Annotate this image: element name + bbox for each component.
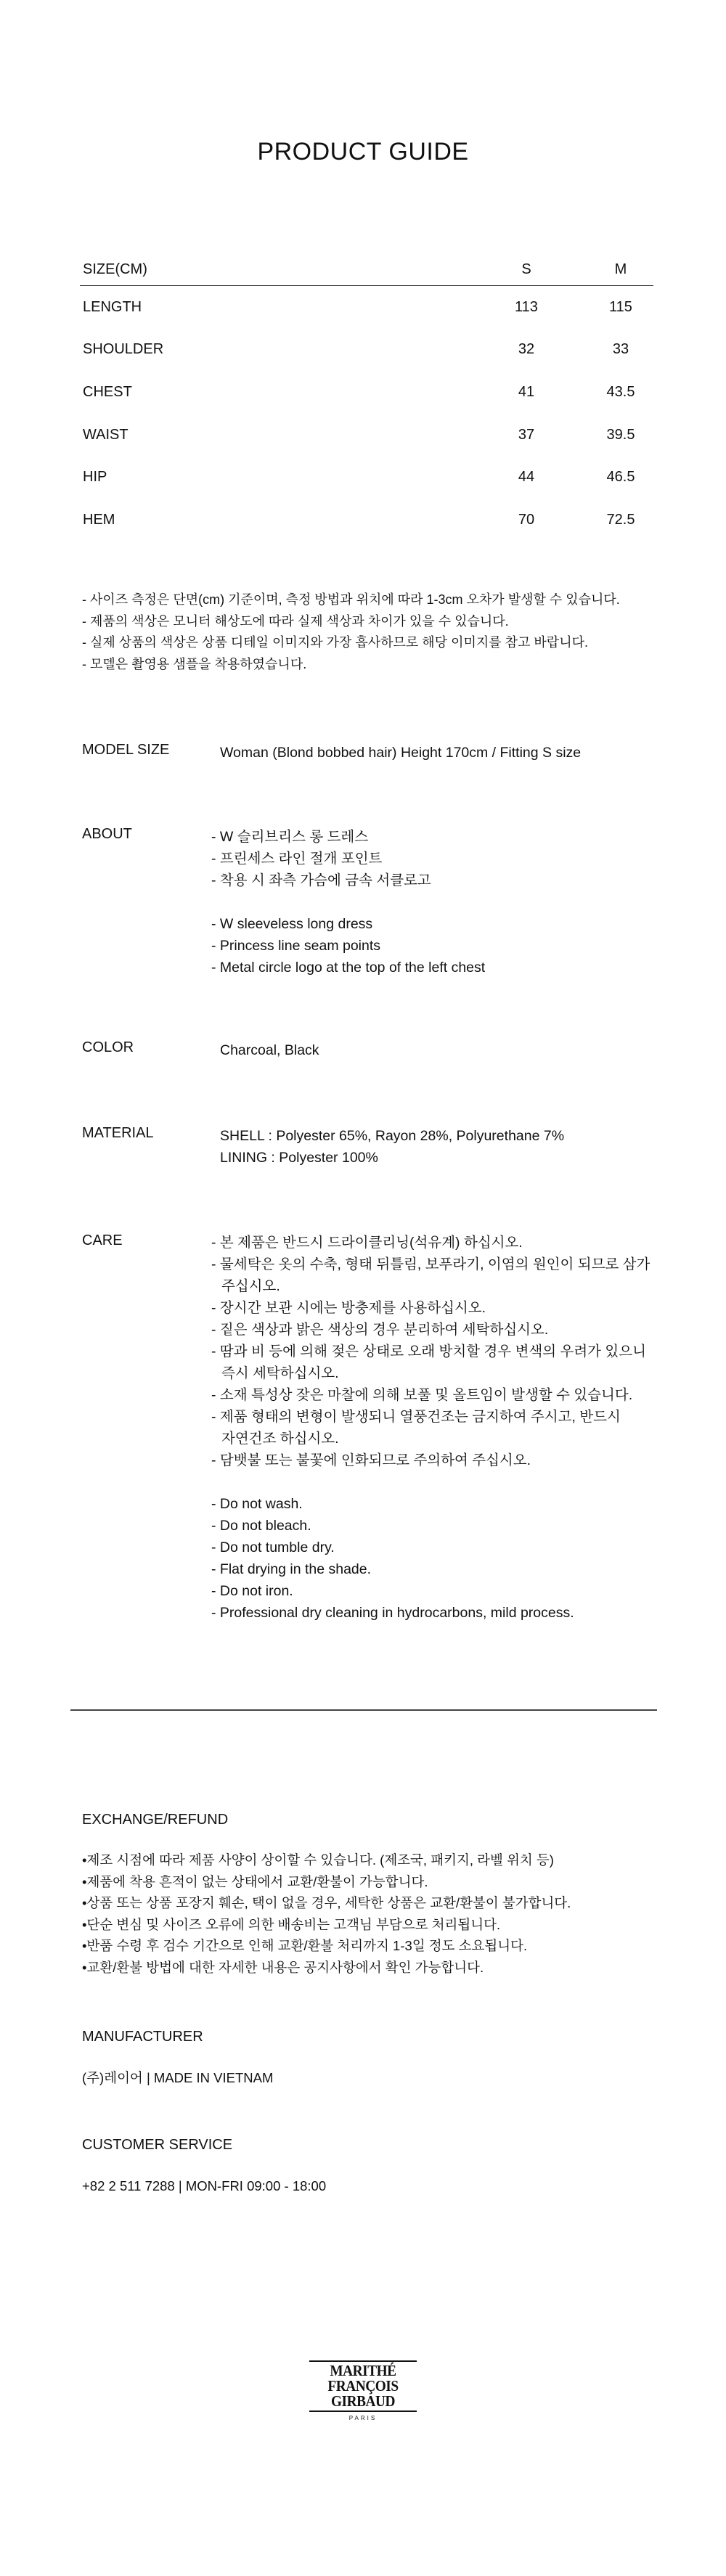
logo-sub: PARIS: [348, 2415, 378, 2421]
care-line: 주십시오.: [221, 1278, 280, 1294]
table-row: [80, 286, 653, 329]
size-header-s: S: [521, 261, 531, 277]
care-line: - Do not bleach.: [211, 1518, 311, 1534]
table-row: [80, 456, 653, 499]
exchange-line: •제조 시점에 따라 제품 사양이 상이할 수 있습니다. (제조국, 패키지, 라벨 위치 등): [82, 1852, 554, 1868]
about-label: ABOUT: [82, 826, 132, 842]
care-line: 자연건조 하십시오.: [221, 1431, 339, 1447]
exchange-line: •교환/환불 방법에 대한 자세한 내용은 공지사항에서 확인 가능합니다.: [82, 1959, 484, 1975]
exchange-line: •상품 또는 상품 포장지 훼손, 택이 없을 경우, 세탁한 상품은 교환/환불이 불가합니다.: [82, 1895, 571, 1910]
page-title: PRODUCT GUIDE: [257, 138, 469, 165]
row-value-m: 46.5: [606, 469, 635, 486]
care-line: - Professional dry cleaning in hydrocarbons, mild process.: [211, 1605, 574, 1621]
row-label: LENGTH: [83, 298, 142, 315]
row-value-s: 37: [518, 426, 535, 443]
table-row: [80, 329, 653, 372]
care-line: - 소재 특성상 잦은 마찰에 의해 보풀 및 올트임이 발생할 수 있습니다.: [211, 1387, 633, 1403]
row-value-s: 41: [518, 383, 535, 400]
care-body: [211, 1232, 650, 1624]
row-value-m: 115: [609, 298, 632, 315]
care-line: [211, 1472, 650, 1494]
color-section: [82, 1039, 663, 1061]
care-line: 즉시 세탁하십시오.: [221, 1365, 339, 1381]
care-line: - 담뱃불 또는 불꽃에 인화되므로 주의하여 주십시오.: [211, 1452, 531, 1468]
care-line: - 제품 형태의 변형이 발생되니 열풍건조는 금지하여 주시고, 반드시: [211, 1409, 621, 1425]
color-value: Charcoal, Black: [220, 1042, 319, 1058]
row-value-m: 33: [612, 341, 629, 358]
size-notes: [82, 589, 620, 675]
exchange-line: •제품에 착용 흔적이 없는 상태에서 교환/환불이 가능합니다.: [82, 1873, 428, 1889]
row-label: CHEST: [83, 383, 132, 400]
size-header-m: M: [614, 261, 627, 277]
care-line: - Do not iron.: [211, 1583, 293, 1599]
size-table: [80, 254, 653, 541]
row-label: SHOULDER: [83, 341, 164, 358]
logo-rule: [309, 2411, 417, 2412]
material-line: SHELL : Polyester 65%, Rayon 28%, Polyurethane 7%: [220, 1128, 565, 1144]
color-label: COLOR: [82, 1039, 134, 1055]
care-line: - 장시간 보관 시에는 방충제를 사용하십시오.: [211, 1300, 486, 1316]
table-row: [80, 414, 653, 457]
brand-logo: [309, 2359, 417, 2421]
row-value-m: 72.5: [606, 511, 635, 528]
row-value-s: 113: [515, 298, 538, 315]
care-section: [82, 1232, 663, 1624]
about-line: - 프린세스 라인 절개 포인트: [211, 851, 383, 867]
logo-word: GIRBAUD: [330, 2392, 396, 2410]
size-table-header: [80, 254, 653, 286]
table-row: [80, 371, 653, 414]
model-size-value: Woman (Blond bobbed hair) Height 170cm / Fitting S size: [220, 745, 582, 761]
care-line: - 물세탁은 옷의 수축, 형태 뒤틀림, 보푸라기, 이염의 원인이 되므로 삼가: [211, 1256, 650, 1272]
row-value-m: 39.5: [606, 426, 635, 443]
exchange-line: •반품 수령 후 검수 기간으로 인해 교환/환불 처리까지 1-3일 정도 소요됩니다.: [82, 1938, 528, 1953]
about-line: - 착용 시 좌측 가슴에 금속 서클로고: [211, 872, 431, 888]
material-label: MATERIAL: [82, 1125, 154, 1141]
table-row: [80, 499, 653, 541]
note-line: - 제품의 색상은 모니터 해상도에 따라 실제 색상과 차이가 있을 수 있습니다.: [82, 613, 509, 629]
care-line: - Do not tumble dry.: [211, 1540, 335, 1555]
size-header-label: SIZE(CM): [83, 261, 147, 277]
material-body: [220, 1125, 564, 1169]
material-section: [82, 1125, 663, 1169]
model-size-section: [82, 742, 663, 764]
note-line: - 모델은 촬영용 샘플을 착용하였습니다.: [82, 656, 307, 671]
row-value-m: 43.5: [606, 383, 635, 400]
logo-word: MARITHÉ: [330, 2362, 396, 2379]
row-value-s: 32: [518, 341, 535, 358]
care-line: - 짙은 색상과 밝은 색상의 경우 분리하여 세탁하십시오.: [211, 1322, 549, 1338]
row-label: HIP: [83, 469, 107, 486]
note-line: - 실제 상품의 색상은 상품 디테일 이미지와 가장 흡사하므로 해당 이미지를 참고 바랍니다.: [82, 635, 588, 650]
about-line: - W 슬리브리스 롱 드레스: [211, 829, 369, 845]
customer-service-value: +82 2 511 7288 | MON-FRI 09:00 - 18:00: [82, 2178, 327, 2193]
material-line: LINING : Polyester 100%: [220, 1150, 378, 1166]
model-size-label: MODEL SIZE: [82, 742, 170, 758]
about-line: - W sleeveless long dress: [211, 916, 373, 932]
customer-service-heading: CUSTOMER SERVICE: [82, 2137, 233, 2153]
row-value-s: 44: [518, 469, 535, 486]
care-line: - 본 제품은 반드시 드라이클리닝(석유계) 하십시오.: [211, 1235, 523, 1251]
logo-word: FRANÇOIS: [327, 2377, 399, 2395]
exchange-body: [82, 1849, 571, 1978]
exchange-heading: EXCHANGE/REFUND: [82, 1812, 229, 1828]
row-value-s: 70: [518, 511, 535, 528]
manufacturer-heading: MANUFACTURER: [82, 2029, 203, 2045]
about-line: - Princess line seam points: [211, 938, 381, 954]
row-label: HEM: [83, 511, 115, 528]
care-line: - Flat drying in the shade.: [211, 1561, 372, 1577]
care-label: CARE: [82, 1232, 123, 1248]
about-section: [82, 826, 663, 978]
about-line: [211, 891, 485, 913]
care-line: - Do not wash.: [211, 1496, 303, 1512]
care-line: - 땀과 비 등에 의해 젖은 상태로 오래 방치할 경우 변색의 우려가 있으니: [211, 1344, 646, 1359]
about-line: - Metal circle logo at the top of the left chest: [211, 960, 486, 976]
exchange-line: •단순 변심 및 사이즈 오류에 의한 배송비는 고객님 부담으로 처리됩니다.: [82, 1916, 501, 1932]
row-label: WAIST: [83, 426, 129, 443]
note-line: - 사이즈 측정은 단면(cm) 기준이며, 측정 방법과 위치에 따라 1-3cm 오차가 발생할 수 있습니다.: [82, 592, 620, 607]
about-body: [211, 826, 485, 978]
section-divider: [70, 1709, 657, 1711]
manufacturer-value: (주)레이어 | MADE IN VIETNAM: [82, 2070, 274, 2085]
